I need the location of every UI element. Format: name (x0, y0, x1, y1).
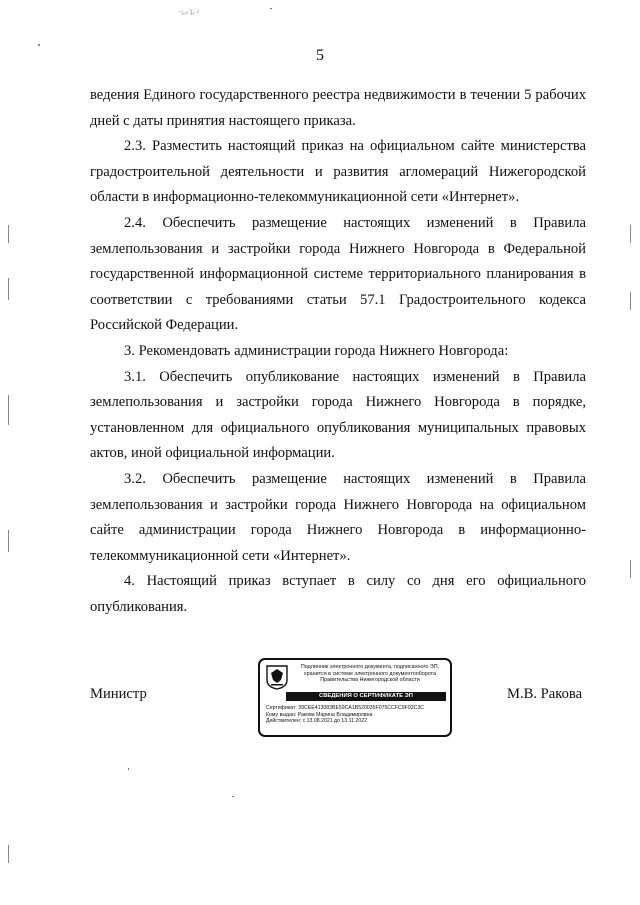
scan-edge-mark (8, 530, 9, 552)
stamp-header: СВЕДЕНИЯ О СЕРТИФИКАТЕ ЭП (286, 692, 446, 701)
scan-edge-mark (8, 278, 9, 300)
stamp-certificate: Сертификат: 39CEE413083BE59CA1B520035F075CCFC9F92C3C (266, 705, 424, 711)
document-body (90, 83, 586, 620)
scan-speck (38, 44, 40, 46)
scan-edge-mark (8, 225, 9, 243)
paragraph-continuation: ведения Единого государственного реестра недвижимости в течении 5 рабочих дней с даты принятия настоящего приказа. (90, 87, 586, 129)
scan-speck (128, 768, 129, 770)
stamp-details (266, 705, 450, 725)
paragraph-3-1: 3.1. Обеспечить опубликование настоящих изменений в Правила землепользования и застройки города Нижнего Новгорода в порядке, установленном для официального опубликования муниципальных правовых актов, иной официальной информации. (90, 368, 586, 462)
scan-edge-mark (8, 845, 9, 863)
scan-edge-mark (630, 560, 631, 578)
scan-edge-mark (630, 292, 631, 310)
paragraph-2-3: 2.3. Разместить настоящий приказ на официальном сайте министерства градостроительной деятельности и развития агломераций Нижегородской области в информационно-телекоммуникационной сети «Интернет». (90, 138, 586, 206)
paragraph-3-2: 3.2. Обеспечить размещение настоящих изменений в Правила землепользования и застройки города Нижнего Новгорода на официальном сайте администрации города Нижнего Новгорода в информационно-телекоммуникационной сети «Интернет». (90, 470, 586, 564)
page-number: 5 (316, 47, 324, 64)
scan-artifact: ·ъ»Ъ ² (178, 8, 199, 17)
paragraph-3: 3. Рекомендовать администрации города Нижнего Новгорода: (124, 342, 509, 359)
scan-edge-mark (8, 395, 9, 425)
stamp-validity: Действителен: с 13.08.2021 до 13.11.2022 (266, 718, 367, 725)
electronic-signature-stamp (258, 658, 452, 737)
scan-speck (270, 8, 272, 9)
stamp-issued-to: Кому выдан: Ракова Марина Владимировна (266, 711, 373, 718)
signature-position: Министр (90, 686, 147, 702)
stamp-intro-text: Подлинник электронного документа, подписанного ЭП, хранится в системе электронного документооборота Правительства Нижегородской области (300, 664, 440, 684)
scan-edge-mark (630, 225, 631, 243)
coat-of-arms-icon (266, 665, 288, 690)
paragraph-4: 4. Настоящий приказ вступает в силу со дня его официального опубликования. (90, 573, 586, 615)
paragraph-2-4: 2.4. Обеспечить размещение настоящих изменений в Правила землепользования и застройки города Нижнего Новгорода в Федеральной государственной информационной системе территориального планирования в соответствии с требованиями статьи 57.1 Градостроительного кодекса Российской Федерации. (90, 214, 586, 334)
scan-speck (232, 796, 234, 797)
signature-name: М.В. Ракова (507, 686, 583, 702)
